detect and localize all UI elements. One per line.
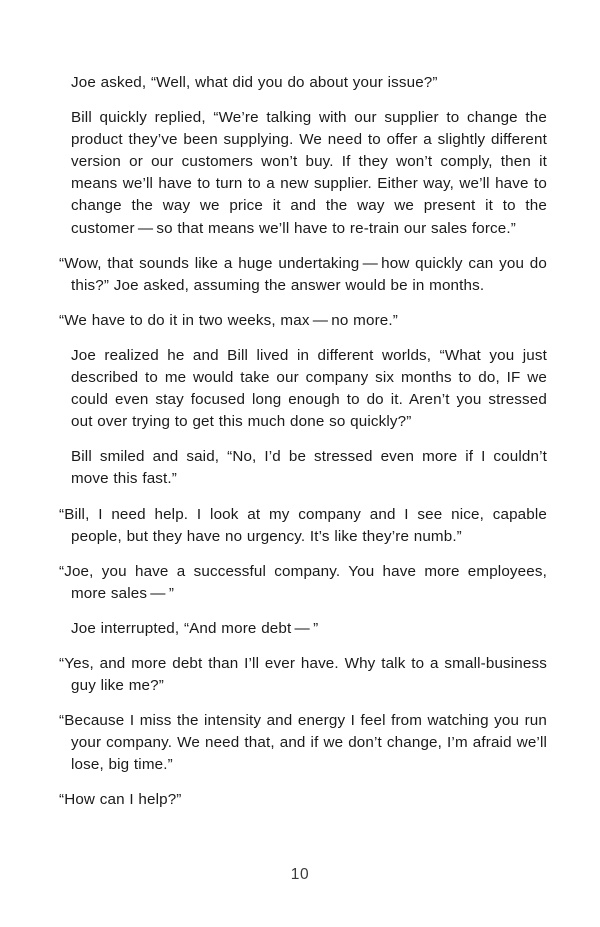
- page-number: 10: [290, 866, 310, 883]
- paragraph: Joe interrupted, “And more debt — ”: [71, 619, 319, 637]
- paragraph: “Because I miss the intensity and energy I feel from watching you run your company. We need that, and if we don’t change, I’m afraid we’ll lose, big time.”: [59, 712, 547, 774]
- body-text-block: [59, 72, 547, 812]
- paragraph: “Bill, I need help. I look at my company and I see nice, capable people, but they have no urgency. It’s like they’re numb.”: [59, 505, 547, 545]
- paragraph: “Joe, you have a successful company. You have more employees, more sales — ”: [59, 562, 547, 602]
- paragraph: “Yes, and more debt than I’ll ever have. Why talk to a small-business guy like me?”: [59, 654, 547, 695]
- paragraph: “How can I help?”: [59, 791, 182, 809]
- paragraph: “Wow, that sounds like a huge undertaking — how quickly can you do this?” Joe asked, assuming the answer would be in months.: [59, 254, 547, 294]
- paragraph: “We have to do it in two weeks, max — no more.”: [59, 311, 398, 329]
- paragraph: Joe asked, “Well, what did you do about your issue?”: [71, 74, 438, 91]
- paragraph: Bill smiled and said, “No, I’d be stressed even more if I couldn’t move this fast.”: [71, 448, 547, 488]
- paragraph: Joe realized he and Bill lived in different worlds, “What you just described to me would take our company six months to do, IF we could even stay focused long enough to do it. Aren’t you stressed out over trying to get this much done so quickly?”: [71, 346, 547, 431]
- paragraph: Bill quickly replied, “We’re talking with our supplier to change the product they’ve been supplying. We need to offer a slightly different version or our customers won’t buy. If they won’t comply, then it means we’ll have to turn to a new supplier. Either way, we’ll have to change the way we price it and the way we present it to the customer — so that means we’ll have to re-train our sales force.”: [71, 109, 547, 237]
